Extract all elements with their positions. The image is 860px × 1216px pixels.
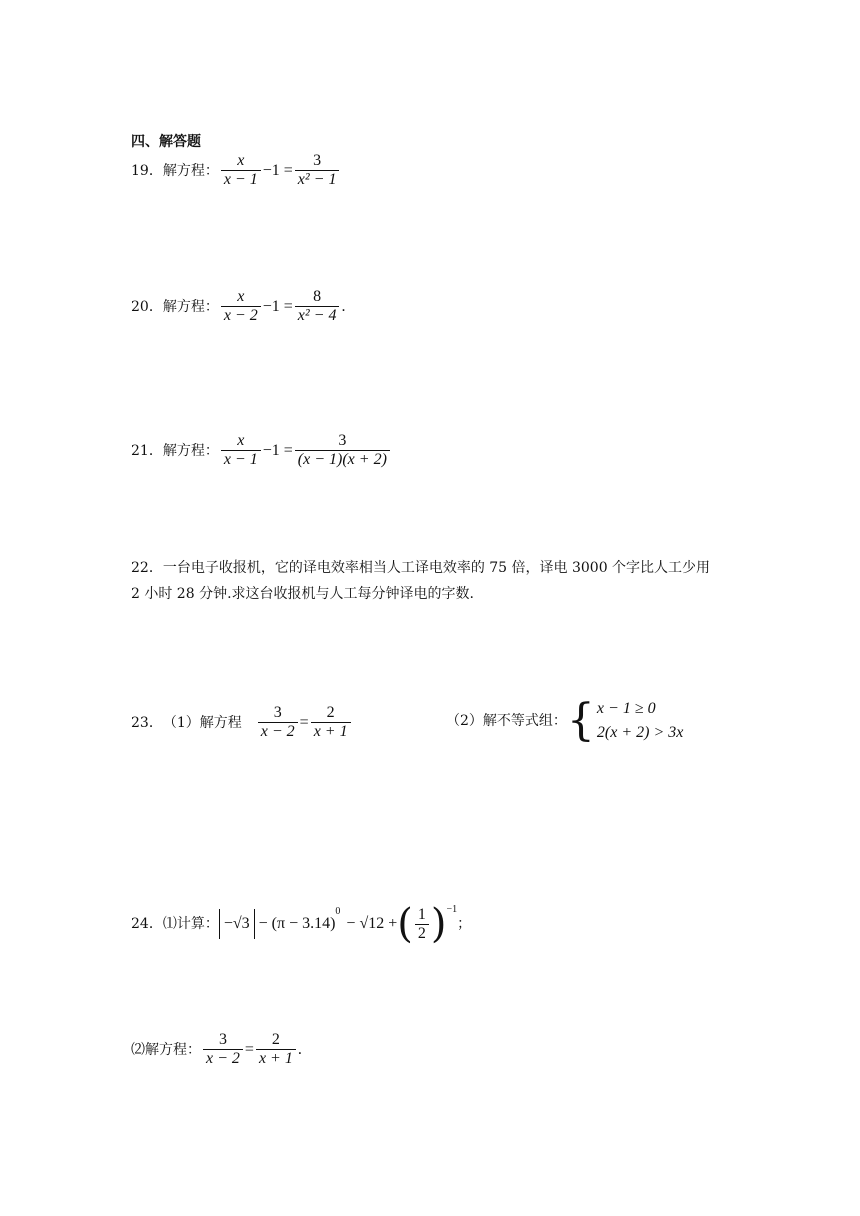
fraction-half: $\frac{1}{2}$ [415, 906, 429, 943]
part-label: （2）解不等式组： [446, 713, 567, 729]
fraction-lhs: $\frac{x}{x - 1}$ [221, 432, 261, 469]
equation-middle: −1 = [262, 161, 293, 179]
exponent-neg-one: −1 [446, 904, 458, 915]
equals-sign: = [244, 1040, 254, 1058]
inequality-2: 2(x + 2) > 3x [596, 724, 684, 741]
right-paren: ) [430, 901, 447, 947]
question-24-part-1 [131, 901, 472, 947]
term-sqrt12: − √12 + [346, 915, 398, 932]
question-number: 24． [131, 916, 163, 932]
inequality-system [567, 697, 683, 745]
term-pi: − (π − 3.14) [258, 915, 336, 932]
question-label: 解方程： [162, 298, 219, 315]
left-brace: { [566, 695, 595, 746]
part-label: （1）解方程 [162, 714, 242, 731]
inequality-1: x − 1 ≥ 0 [596, 700, 656, 717]
question-21 [131, 432, 392, 469]
left-paren: ( [397, 901, 413, 947]
fraction-rhs: $\frac{3}{\text{x² − 1}}$ [295, 152, 340, 189]
equation-end: . [341, 297, 346, 315]
fraction-lhs: $\frac{3}{x - 2}$ [258, 704, 298, 741]
question-number: 20． [131, 298, 163, 315]
question-22-line-2: 2 小时 28 分钟.求这台收报机与人工每分钟译电的字数. [131, 586, 474, 602]
equation-middle: −1 = [262, 297, 293, 315]
question-23-part-1 [131, 704, 353, 741]
fraction-rhs: $\frac{3}{(x - 1)(x + 2)}$ [295, 432, 390, 469]
part-label: ⑴计算： [162, 916, 219, 932]
equation-middle: −1 = [262, 441, 293, 459]
question-19 [131, 152, 341, 189]
question-number: 21． [131, 442, 163, 459]
part-label: ⑵解方程： [131, 1041, 201, 1058]
question-24-part-2 [131, 1031, 302, 1068]
equals-sign: = [299, 713, 309, 731]
question-22-line-1: 22．一台电子收报机，它的译电效率相当人工译电效率的 75 倍，译电 3000 个字比人工少用 [131, 560, 711, 576]
question-20 [131, 288, 345, 325]
question-23-part-2 [446, 697, 683, 745]
section-title: 四、解答题 [131, 134, 201, 150]
question-number: 19． [131, 162, 163, 179]
fraction-rhs: $\frac{2}{x + 1}$ [256, 1031, 296, 1068]
absolute-value: −√3 [219, 909, 255, 939]
fraction-rhs: $\frac{2}{x + 1}$ [311, 704, 351, 741]
question-label: 解方程： [162, 162, 219, 179]
exponent-zero: 0 [335, 906, 341, 917]
fraction-rhs: $\frac{8}{\text{x² − 4}}$ [295, 288, 340, 325]
fraction-lhs: $\frac{x}{x - 1}$ [221, 152, 261, 189]
fraction-lhs: $\frac{3}{x - 2}$ [203, 1031, 243, 1068]
question-label: 解方程： [162, 442, 219, 459]
fraction-lhs: $\frac{x}{x - 2}$ [221, 288, 261, 325]
equation-end: . [297, 1040, 302, 1058]
semicolon: ； [457, 916, 472, 932]
question-number: 23． [131, 714, 163, 731]
